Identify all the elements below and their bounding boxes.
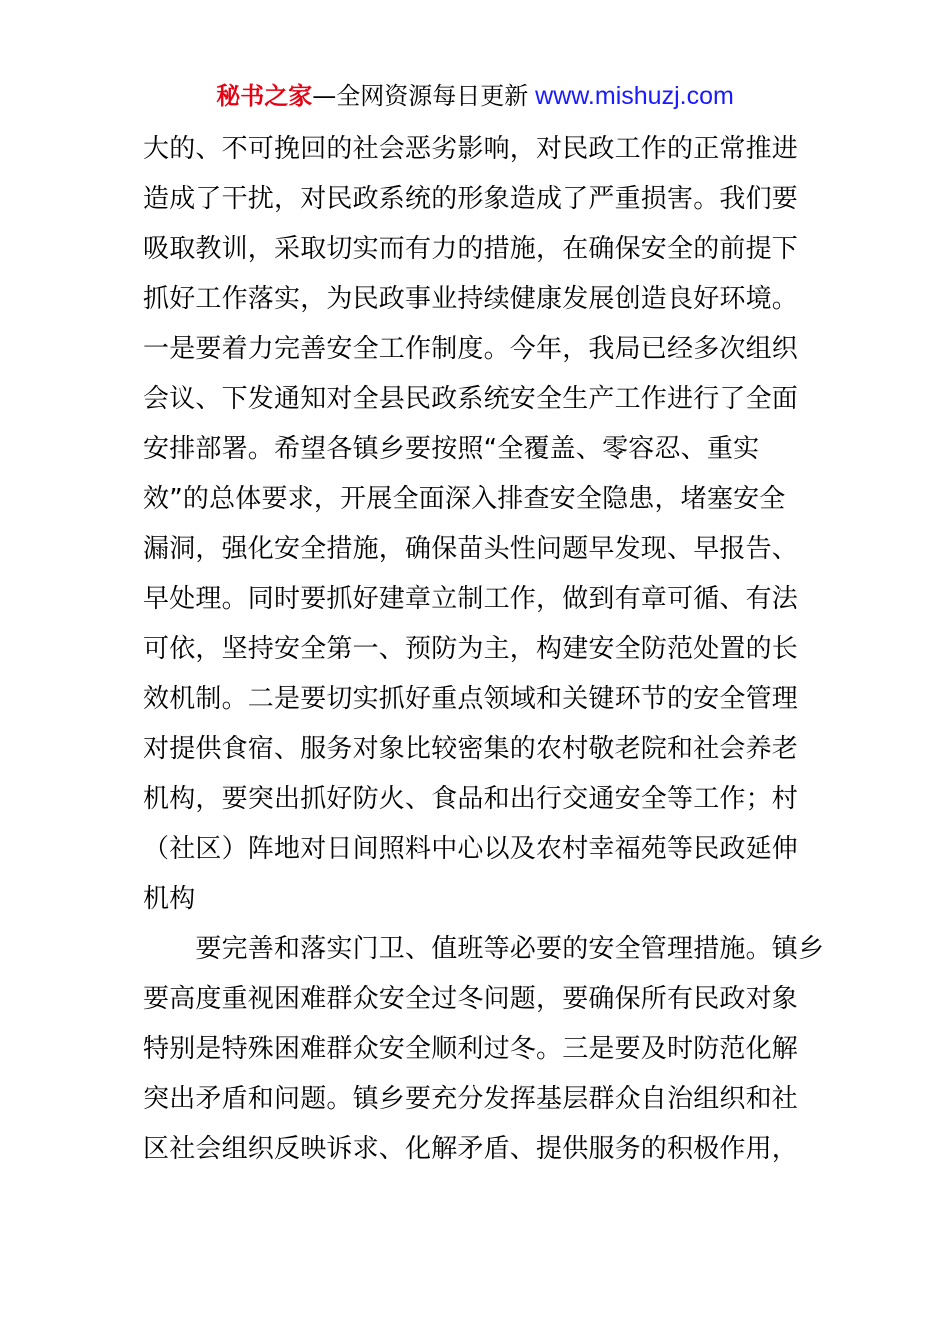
header-site-url[interactable]: www.mishuzj.com <box>528 82 734 110</box>
text-line: （社区）阵地对日间照料中心以及农村幸福苑等民政延伸 <box>143 834 799 864</box>
text-line: 区社会组织反映诉求、化解矛盾、提供服务的积极作用， <box>143 1134 799 1164</box>
text-line: 突出矛盾和问题。镇乡要充分发挥基层群众自治组织和社 <box>143 1084 799 1114</box>
text-line: 早处理。同时要抓好建章立制工作，做到有章可循、有法 <box>143 584 799 614</box>
text-line: 机构，要突出抓好防火、食品和出行交通安全等工作；村 <box>143 784 799 814</box>
text-line: 可依，坚持安全第一、预防为主，构建安全防范处置的长 <box>143 634 799 664</box>
document-body <box>143 124 825 1174</box>
text-line: 效”的总体要求，开展全面深入排查安全隐患，堵塞安全 <box>143 484 786 514</box>
text-line: 吸取教训，采取切实而有力的措施，在确保安全的前提下 <box>143 234 799 264</box>
text-line: 一是要着力完善安全工作制度。今年，我局已经多次组织 <box>143 334 799 364</box>
text-line: 要高度重视困难群众安全过冬问题，要确保所有民政对象 <box>143 984 799 1014</box>
text-line: 造成了干扰，对民政系统的形象造成了严重损害。我们要 <box>143 184 799 214</box>
text-line: 效机制。二是要切实抓好重点领域和关键环节的安全管理 <box>143 684 799 714</box>
text-line: 机构 <box>143 884 196 914</box>
text-line: 大的、不可挽回的社会恶劣影响，对民政工作的正常推进 <box>143 134 799 164</box>
text-line: 对提供食宿、服务对象比较密集的农村敬老院和社会养老 <box>143 734 799 764</box>
header-tagline: —全网资源每日更新 <box>312 82 529 110</box>
header-brand: 秘书之家 <box>216 82 313 110</box>
text-line: 安排部署。希望各镇乡要按照“全覆盖、零容忍、重实 <box>143 434 760 464</box>
text-line: 会议、下发通知对全县民政系统安全生产工作进行了全面 <box>143 384 799 414</box>
page-header <box>0 80 950 112</box>
text-line: 特别是特殊困难群众安全顺利过冬。三是要及时防范化解 <box>143 1034 799 1064</box>
text-line: 抓好工作落实，为民政事业持续健康发展创造良好环境。 <box>143 284 799 314</box>
text-line: 要完善和落实门卫、值班等必要的安全管理措施。镇乡 <box>143 934 825 964</box>
text-line: 漏洞，强化安全措施，确保苗头性问题早发现、早报告、 <box>143 534 799 564</box>
